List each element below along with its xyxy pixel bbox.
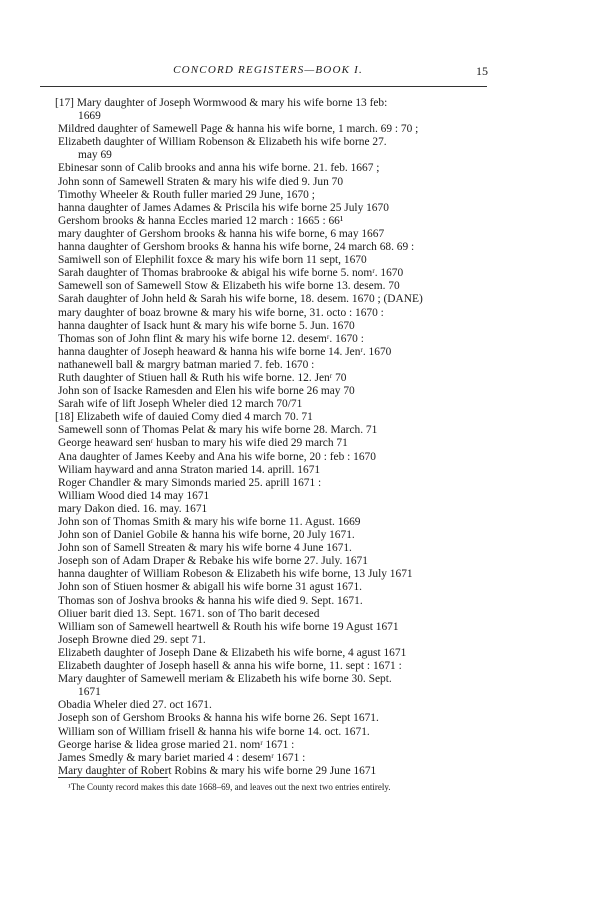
register-entry: Joseph son of Gershom Brooks & hanna his wife borne 26. Sept 1671. (58, 712, 379, 725)
register-entry: Obadia Wheler died 27. oct 1671. (58, 699, 212, 712)
register-entry: hanna daughter of James Adames & Priscila his wife borne 25 July 1670 (58, 201, 389, 214)
register-entry: Timothy Wheeler & Routh fuller maried 29 June, 1670 ; (58, 188, 315, 201)
footnote-rule (58, 777, 168, 778)
page-header (48, 64, 488, 80)
entry-continuation: 1671 (78, 686, 101, 699)
register-entry: Wiliam hayward and anna Straton maried 14. aprill. 1671 (58, 463, 321, 476)
register-entry: John son of Thomas Smith & mary his wife borne 11. Agust. 1669 (58, 516, 361, 528)
register-entry: mary Dakon died. 16. may. 1671 (58, 502, 208, 515)
register-entry: Elizabeth daughter of Joseph hasell & anna his wife borne, 11. sept : 1671 : (58, 660, 402, 673)
register-entry: George harise & lidea grose maried 21. nomʳ 1671 : (58, 738, 295, 751)
register-entry: Ruth daughter of Stiuen hall & Ruth his wife borne. 12. Jenʳ 70 (58, 371, 347, 384)
register-entry: Samewell sonn of Thomas Pelat & mary his wife borne 28. March. 71 (58, 424, 378, 437)
running-head: CONCORD REGISTERS—BOOK I. (173, 64, 363, 76)
register-entry: Elizabeth daughter of William Robenson & Elizabeth his wife borne 27. (58, 136, 387, 149)
register-entry: John son of Isacke Ramesden and Elen his wife borne 26 may 70 (58, 385, 355, 398)
register-entry: nathanewell ball & margry batman maried 7. feb. 1670 : (58, 358, 315, 371)
register-entry: Ana daughter of James Keeby and Ana his wife borne, 20 : feb : 1670 (58, 450, 376, 463)
register-entry: Roger Chandler & mary Simonds maried 25. aprill 1671 : (58, 476, 322, 489)
register-entry: William Wood died 14 may 1671 (58, 489, 210, 502)
register-entry: Samewell son of Samewell Stow & Elizabeth his wife borne 13. desem. 70 (58, 280, 400, 293)
register-entry: mary daughter of boaz browne & mary his wife borne, 31. octo : 1670 : (58, 306, 384, 319)
register-entry: hanna daughter of William Robeson & Elizabeth his wife borne, 13 July 1671 (58, 568, 413, 581)
register-entries (55, 97, 498, 778)
register-entry: Ebinesar sonn of Calib brooks and anna his wife borne. 21. feb. 1667 ; (58, 162, 380, 175)
register-entry: [17] Mary daughter of Joseph Wormwood & mary his wife borne 13 feb: (55, 97, 388, 109)
register-entry: John son of Stiuen hosmer & abigall his wife borne 31 agust 1671. (58, 581, 363, 594)
register-entry: Mary daughter of Samewell meriam & Elizabeth his wife borne 30. Sept. (58, 673, 392, 686)
register-entry: John son of Daniel Gobile & hanna his wife borne, 20 July 1671. (58, 529, 355, 542)
register-entry: Joseph Browne died 29. sept 71. (58, 633, 206, 646)
register-entry: hanna daughter of Isack hunt & mary his wife borne 5. Jun. 1670 (58, 319, 355, 332)
register-entry: Elizabeth daughter of Joseph Dane & Elizabeth his wife borne, 4 agust 1671 (58, 646, 407, 659)
register-entry: Thomas son of John flint & mary his wife borne 12. desemʳ. 1670 : (58, 332, 364, 345)
register-entry: Thomas son of Joshva brooks & hanna his wife died 9. Sept. 1671. (58, 594, 363, 607)
register-entry: [18] Elizabeth wife of dauied Comy died 4 march 70. 71 (55, 411, 313, 424)
register-entry: James Smedly & mary bariet maried 4 : desemʳ 1671 : (58, 751, 306, 764)
register-entry: Gershom brooks & hanna Eccles maried 12 march : 1665 : 66¹ (58, 214, 344, 227)
register-entry: George heaward senʳ husban to mary his wife died 29 march 71 (58, 437, 348, 450)
register-entry: Mary daughter of Robert Robins & mary his wife borne 29 June 1671 (58, 764, 377, 777)
footnote: ¹The County record makes this date 1668–69, and leaves out the next two entries entirely. (68, 782, 391, 792)
register-entry: Samiwell son of Elephilit foxce & mary his wife born 11 sept, 1670 (58, 254, 367, 267)
register-entry: Sarah wife of lift Joseph Wheler died 12 march 70/71 (58, 398, 303, 411)
entry-continuation: 1669 (78, 110, 101, 123)
register-entry: William son of Samewell heartwell & Routh his wife borne 19 Agust 1671 (58, 620, 399, 633)
register-entry: hanna daughter of Joseph heaward & hanna his wife borne 14. Jenʳ. 1670 (58, 345, 392, 358)
page-number: 15 (476, 64, 488, 78)
register-entry: John son of Samell Streaten & mary his wife borne 4 June 1671. (58, 542, 352, 555)
register-entry: Oliuer barit died 13. Sept. 1671. son of Tho barit decesed (58, 607, 320, 620)
register-entry: Sarah daughter of Thomas brabrooke & abigal his wife borne 5. nomʳ. 1670 (58, 267, 404, 280)
register-entry: hanna daughter of Gershom brooks & hanna his wife borne, 24 march 68. 69 : (58, 241, 415, 254)
entry-continuation: may 69 (78, 149, 112, 162)
register-entry: Mildred daughter of Samewell Page & hanna his wife borne, 1 march. 69 : 70 ; (58, 123, 419, 136)
register-entry: mary daughter of Gershom brooks & hanna his wife borne, 6 may 1667 (58, 227, 385, 240)
register-entry: Sarah daughter of John held & Sarah his wife borne, 18. desem. 1670 ; (DANE) (58, 293, 423, 306)
register-entry: Joseph son of Adam Draper & Rebake his wife borne 27. July. 1671 (58, 555, 368, 568)
register-entry: William son of William frisell & hanna his wife borne 14. oct. 1671. (58, 725, 370, 738)
register-entry: John sonn of Samewell Straten & mary his wife died 9. Jun 70 (58, 175, 344, 188)
header-rule (40, 86, 487, 87)
